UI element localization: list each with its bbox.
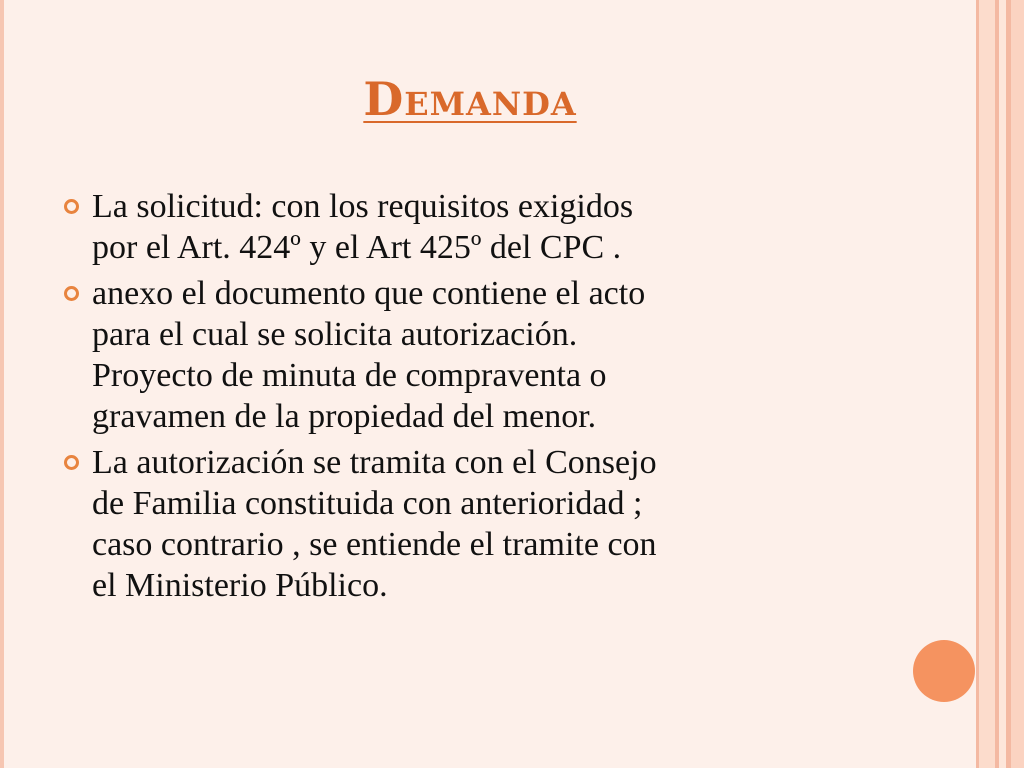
bullet-list: [62, 186, 862, 611]
stripe: [979, 0, 995, 768]
bullet-line: para el cual se solicita autorización.: [92, 316, 578, 353]
stripe: [1011, 0, 1024, 768]
ring-bullet-icon: [64, 199, 79, 214]
right-stripe-border: [976, 0, 1024, 768]
bullet-line: La solicitud: con los requisitos exigidos: [92, 188, 634, 225]
bullet-line: por el Art. 424º y el Art 425º del CPC .: [92, 229, 622, 266]
slide-title-text: Demanda: [363, 72, 577, 126]
bullet-line: anexo el documento que contiene el acto: [92, 275, 646, 312]
bullet-item: [62, 442, 862, 606]
bullet-line: caso contrario , se entiende el tramite con: [92, 526, 657, 563]
bullet-line: La autorización se tramita con el Consejo: [92, 444, 657, 481]
ring-bullet-icon: [64, 286, 79, 301]
bullet-line: de Familia constituida con anterioridad ;: [92, 485, 643, 522]
stripe: [999, 0, 1006, 768]
bullet-line: Proyecto de minuta de compraventa o: [92, 357, 607, 394]
slide-title: [0, 72, 940, 126]
bullet-item: [62, 186, 862, 268]
bullet-line: gravamen de la propiedad del menor.: [92, 398, 597, 435]
orange-circle-icon: [913, 640, 975, 702]
ring-bullet-icon: [64, 455, 79, 470]
bullet-line: el Ministerio Público.: [92, 567, 388, 604]
bullet-item: [62, 273, 862, 437]
